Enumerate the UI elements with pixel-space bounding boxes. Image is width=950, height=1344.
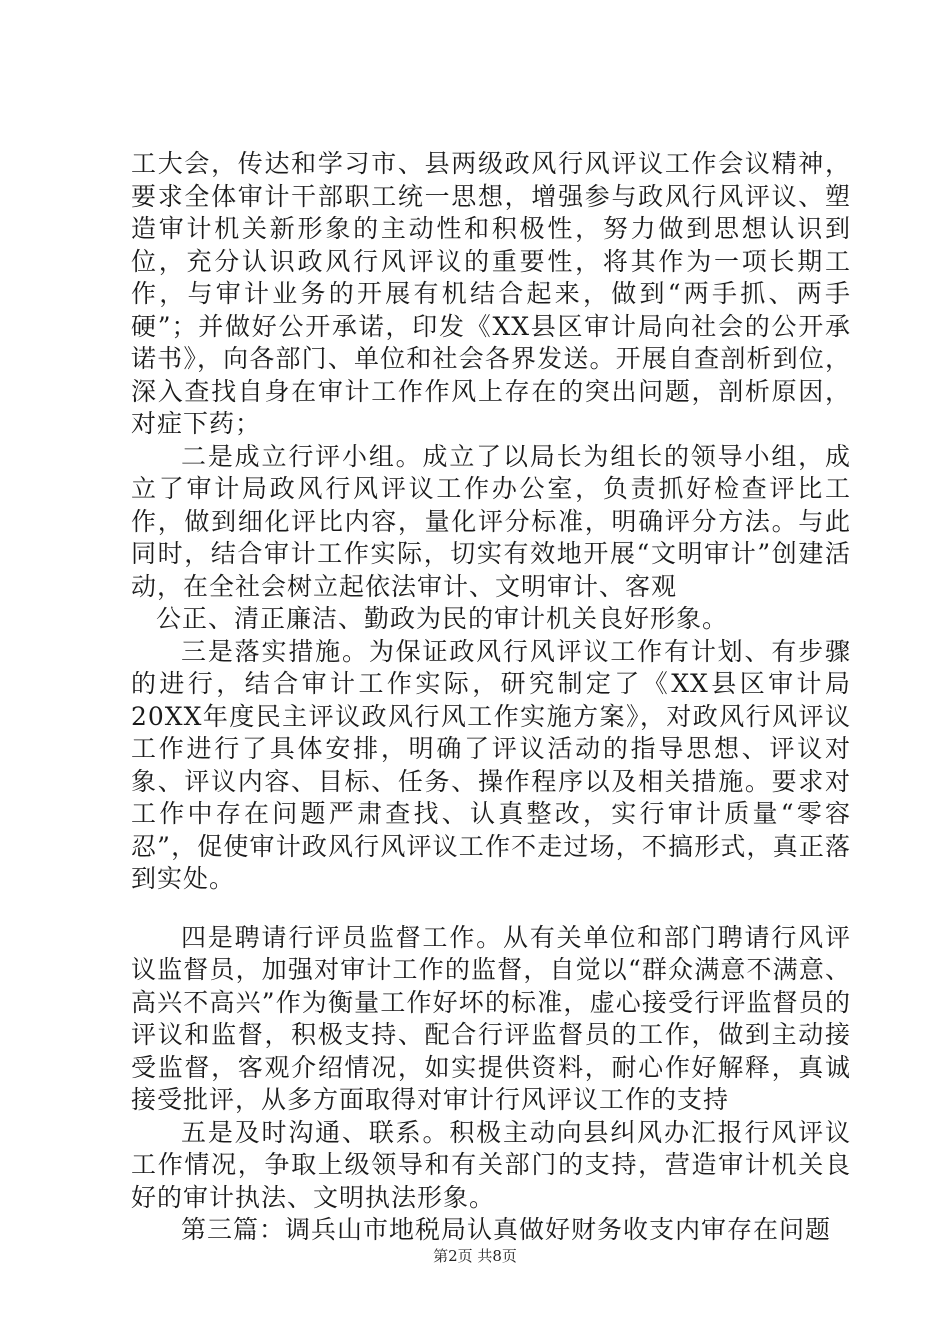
chapter-heading: 第三篇：调兵山市地税局认真做好财务收支内审存在问题 <box>181 1215 832 1244</box>
paragraph-section-two: 二是成立行评小组。成立了以局长为组长的领导小组，成立了审计局政风行风评议工作办公室，负责抓好检查评比工作，做到细化评比内容，量化评分标准，明确评分方法。与此同时，结合审计工作实际，切实有效地开展“文明审计”创建活动，在全社会树立起依法审计、文明审计、客观 <box>131 441 851 601</box>
paragraph-section-five: 五是及时沟通、联系。积极主动向县纠风办汇报行风评议工作情况，争取上级领导和有关部门的支持，营造审计机关良好的审计执法、文明执法形象。 <box>131 1117 851 1212</box>
document-body <box>131 148 851 1247</box>
page-footer: 第2页 共8页 <box>433 1247 517 1265</box>
paragraph-gap <box>131 896 851 922</box>
paragraph-section-three: 三是落实措施。为保证政风行风评议工作有计划、有步骤的进行，结合审计工作实际，研究制定了《XX县区审计局20XX年度民主评议政风行风工作实施方案》，对政风行风评议工作进行了具体安排，明确了评议活动的指导思想、评议对象、评议内容、目标、任务、操作程序以及相关措施。要求对工作中存在问题严肃查找、认真整改，实行审计质量“零容忍”，促使审计政风行风评议工作不走过场，不搞形式，真正落到实处。 <box>131 636 851 893</box>
paragraph-section-four: 四是聘请行评员监督工作。从有关单位和部门聘请行风评议监督员，加强对审计工作的监督，自觉以“群众满意不满意、高兴不高兴”作为衡量工作好坏的标准，虚心接受行评监督员的评议和监督，积极支持、配合行评监督员的工作，做到主动接受监督，客观介绍情况，如实提供资料，耐心作好解释，真诚接受批评，从多方面取得对审计行风评议工作的支持 <box>131 922 851 1114</box>
paragraph-section-two-tail: 公正、清正廉洁、勤政为民的审计机关良好形象。 <box>156 604 729 633</box>
paragraph-continued: 工大会，传达和学习市、县两级政风行风评议工作会议精神，要求全体审计干部职工统一思想，增强参与政风行风评议、塑造审计机关新形象的主动性和积极性，努力做到思想认识到位，充分认识政风行风评议的重要性，将其作为一项长期工作，与审计业务的开展有机结合起来，做到“两手抓、两手硬”；并做好公开承诺，印发《XX县区审计局向社会的公开承诺书》，向各部门、单位和社会各界发送。开展自查剖析到位，深入查找自身在审计工作作风上存在的突出问题，剖析原因，对症下药； <box>131 149 851 438</box>
